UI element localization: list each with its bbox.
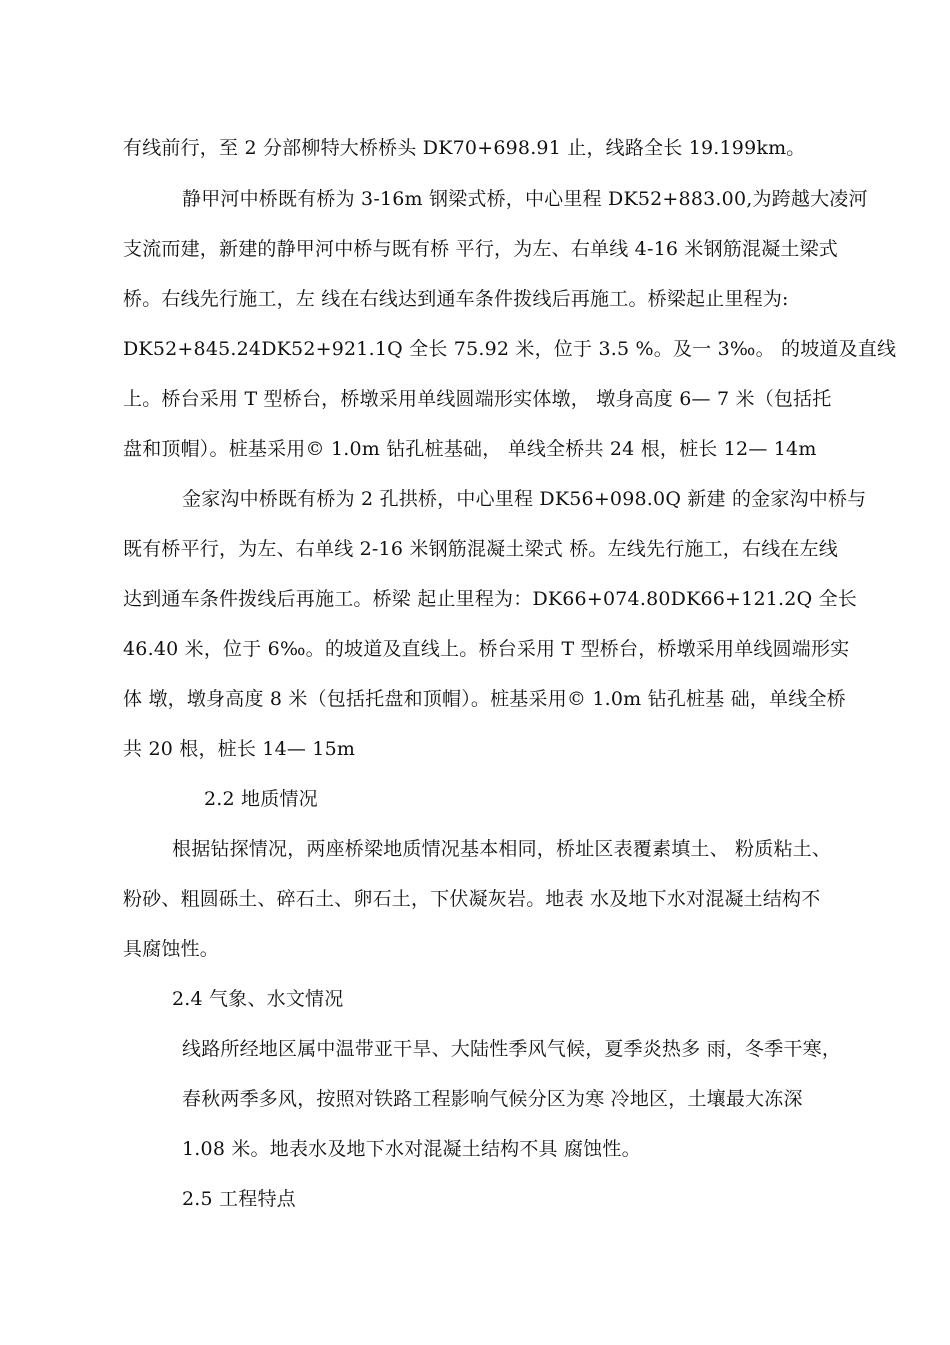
paragraph-climate-line-1: 线路所经地区属中温带亚干旱、大陆性季风气候，夏季炎热多 雨，冬季干寒， (182, 1038, 842, 1060)
paragraph-jingjiahe-line-5: 上。桥台采用 T 型桥台，桥墩采用单线圆端形实体墩， 墩身高度 6— 7 米（包括托 (123, 388, 832, 410)
section-heading-features: 2.5 工程特点 (182, 1188, 296, 1210)
paragraph-climate-line-3: 1.08 米。地表水及地下水对混凝土结构不具 腐蚀性。 (182, 1138, 641, 1160)
paragraph-jinjiagou-line-5: 体 墩，墩身高度 8 米（包括托盘和顶帽）。桩基采用© 1.0m 钻孔桩基 础，单线全桥 (123, 688, 846, 710)
paragraph-geology-line-3: 具腐蚀性。 (123, 938, 220, 960)
paragraph-jingjiahe-line-4: DK52+845.24DK52+921.1Q 全长 75.92 米，位于 3.5 %。及一 3‰。 的坡道及直线 (123, 338, 897, 360)
section-heading-geology: 2.2 地质情况 (204, 788, 318, 810)
paragraph-jinjiagou-line-4: 46.40 米，位于 6‰。的坡道及直线上。桥台采用 T 型桥台，桥墩采用单线圆端形实 (123, 638, 850, 660)
section-heading-climate: 2.4 气象、水文情况 (172, 988, 344, 1010)
paragraph-jingjiahe-line-6: 盘和顶帽）。桩基采用© 1.0m 钻孔桩基础， 单线全桥共 24 根，桩长 12— 14m (123, 438, 817, 460)
paragraph-jingjiahe-line-1: 静甲河中桥既有桥为 3-16m 钢梁式桥，中心里程 DK52+883.00,为跨越大凌河 (182, 188, 868, 210)
paragraph-geology-line-2: 粉砂、粗圆砾土、碎石土、卵石土，下伏凝灰岩。地表 水及地下水对混凝土结构不 (123, 888, 821, 910)
paragraph-jingjiahe-line-3: 桥。右线先行施工，左 线在右线达到通车条件拨线后再施工。桥梁起止里程为: (123, 288, 789, 310)
paragraph-jinjiagou-line-2: 既有桥平行，为左、右单线 2-16 米钢筋混凝土梁式 桥。左线先行施工，右线在左线 (123, 538, 839, 560)
paragraph-geology-line-1: 根据钻探情况，两座桥梁地质情况基本相同，桥址区表覆素填土、 粉质粘土、 (172, 838, 832, 860)
text-line-continuation: 有线前行，至 2 分部柳特大桥桥头 DK70+698.91 止，线路全长 19.199km。 (123, 137, 806, 159)
paragraph-climate-line-2: 春秋两季多风，按照对铁路工程影响气候分区为寒 冷地区，土壤最大冻深 (182, 1088, 803, 1110)
paragraph-jinjiagou-line-1: 金家沟中桥既有桥为 2 孔拱桥，中心里程 DK56+098.0Q 新建 的金家沟中桥与 (182, 488, 867, 510)
paragraph-jinjiagou-line-6: 共 20 根，桩长 14— 15m (123, 738, 356, 760)
paragraph-jingjiahe-line-2: 支流而建，新建的静甲河中桥与既有桥 平行，为左、右单线 4-16 米钢筋混凝土梁式 (123, 238, 839, 260)
paragraph-jinjiagou-line-3: 达到通车条件拨线后再施工。桥梁 起止里程为：DK66+074.80DK66+121.2Q 全长 (123, 588, 857, 610)
